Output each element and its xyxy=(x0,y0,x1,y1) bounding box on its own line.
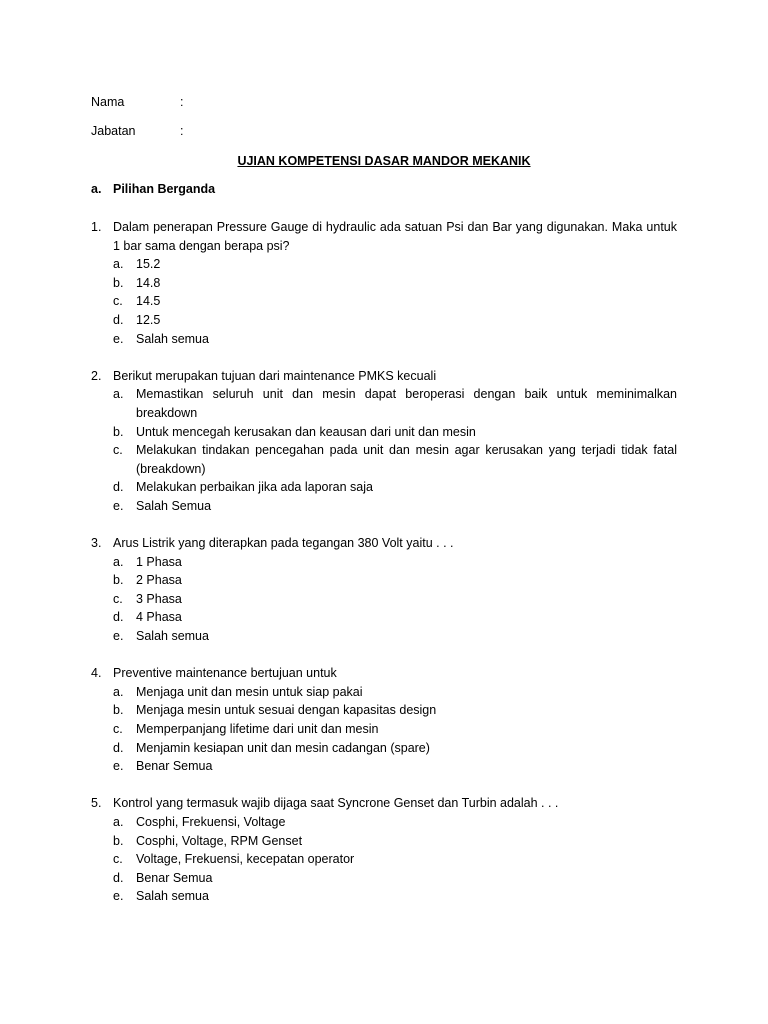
option-letter: a. xyxy=(113,684,124,699)
section-label: Pilihan Berganda xyxy=(113,182,216,196)
option-item xyxy=(113,701,677,720)
option-list xyxy=(91,385,677,515)
option-letter: b. xyxy=(113,573,124,588)
question-1 xyxy=(91,218,677,348)
name-colon: : xyxy=(180,95,184,109)
option-text: Cosphi, Frekuensi, Voltage xyxy=(136,815,286,829)
option-text: Voltage, Frekuensi, kecepatan operator xyxy=(136,852,355,867)
question-3 xyxy=(91,534,677,646)
option-list xyxy=(91,683,677,776)
option-letter: e. xyxy=(113,889,124,904)
option-letter: b. xyxy=(113,275,124,290)
option-text: 15.2 xyxy=(136,257,161,272)
option-item xyxy=(113,441,677,478)
name-label: Nama xyxy=(91,95,125,109)
option-text: 14.8 xyxy=(136,275,161,290)
question-text: Arus Listrik yang diterapkan pada tegangan 380 Volt yaitu . . . xyxy=(113,536,454,551)
option-item xyxy=(113,553,677,572)
option-letter: c. xyxy=(113,722,123,737)
option-item xyxy=(113,423,677,442)
option-text: Melakukan perbaikan jika ada laporan saja xyxy=(136,480,373,495)
question-number: 4. xyxy=(91,666,102,681)
option-item xyxy=(113,887,677,906)
position-colon: : xyxy=(180,124,184,138)
option-text: 12.5 xyxy=(136,312,161,327)
option-text: Salah semua xyxy=(136,331,209,346)
option-item xyxy=(113,608,677,627)
option-letter: a. xyxy=(113,554,124,569)
option-text: Melakukan tindakan pencegahan pada unit dan mesin agar kerusakan yang terjadi tidak fatal (breakdown) xyxy=(136,443,677,476)
option-item xyxy=(113,627,677,646)
option-letter: e. xyxy=(113,629,124,644)
option-item xyxy=(113,683,677,702)
option-text: Menjaga unit dan mesin untuk siap pakai xyxy=(136,684,363,699)
option-text: 14.5 xyxy=(136,294,161,309)
option-letter: e. xyxy=(113,331,124,346)
option-text: Memastikan seluruh unit dan mesin dapat beroperasi dengan baik untuk meminimalkan breakdown xyxy=(136,387,677,420)
option-item xyxy=(113,497,677,516)
option-text: Benar Semua xyxy=(136,870,213,885)
option-letter: b. xyxy=(113,703,124,718)
option-text: Menjaga mesin untuk sesuai dengan kapasitas design xyxy=(136,703,437,718)
option-text: Cosphi, Voltage, RPM Genset xyxy=(136,833,303,848)
question-number: 2. xyxy=(91,368,102,383)
position-label: Jabatan xyxy=(91,124,136,138)
question-number: 1. xyxy=(91,220,102,234)
question-5 xyxy=(91,794,677,906)
option-letter: d. xyxy=(113,480,124,495)
option-text: Salah semua xyxy=(136,629,209,644)
question-text: Kontrol yang termasuk wajib dijaga saat Syncrone Genset dan Turbin adalah . . . xyxy=(113,796,559,811)
question-number: 5. xyxy=(91,796,102,811)
option-text: 4 Phasa xyxy=(136,610,182,625)
option-list xyxy=(91,813,677,906)
option-text: Untuk mencegah kerusakan dan keausan dari unit dan mesin xyxy=(136,424,476,439)
option-text: Benar Semua xyxy=(136,759,213,774)
option-letter: b. xyxy=(113,424,124,439)
option-item xyxy=(113,757,677,776)
question-4 xyxy=(91,664,677,776)
option-item xyxy=(113,571,677,590)
option-item xyxy=(113,869,677,888)
option-item xyxy=(113,832,677,851)
option-letter: a. xyxy=(113,815,124,829)
option-letter: b. xyxy=(113,833,124,848)
option-letter: c. xyxy=(113,591,123,606)
option-text: Memperpanjang lifetime dari unit dan mesin xyxy=(136,722,379,737)
option-item xyxy=(113,255,677,274)
option-item xyxy=(113,739,677,758)
question-text: Dalam penerapan Pressure Gauge di hydraulic ada satuan Psi dan Bar yang digunakan. Maka untuk 1 bar sama dengan berapa psi? xyxy=(113,220,677,253)
option-item xyxy=(113,330,677,349)
option-letter: d. xyxy=(113,740,124,755)
option-text: 2 Phasa xyxy=(136,573,182,588)
exam-title: UJIAN KOMPETENSI DASAR MANDOR MEKANIK xyxy=(237,154,531,168)
option-item xyxy=(113,385,677,422)
option-text: 3 Phasa xyxy=(136,591,182,606)
question-list xyxy=(91,218,677,925)
option-text: Menjamin kesiapan unit dan mesin cadangan (spare) xyxy=(136,740,430,755)
option-letter: e. xyxy=(113,498,124,513)
question-number: 3. xyxy=(91,536,102,551)
question-text: Berikut merupakan tujuan dari maintenance PMKS kecuali xyxy=(113,368,437,383)
option-letter: d. xyxy=(113,870,124,885)
option-item xyxy=(113,292,677,311)
option-letter: e. xyxy=(113,759,124,774)
option-letter: c. xyxy=(113,294,123,309)
option-text: Salah semua xyxy=(136,889,209,904)
option-item xyxy=(113,813,677,832)
option-letter: a. xyxy=(113,257,124,272)
option-letter: d. xyxy=(113,312,124,327)
option-item xyxy=(113,720,677,739)
option-item xyxy=(113,274,677,293)
option-list xyxy=(91,255,677,348)
option-list xyxy=(91,553,677,646)
option-item xyxy=(113,850,677,869)
option-item xyxy=(113,311,677,330)
option-letter: a. xyxy=(113,387,124,402)
option-text: Salah Semua xyxy=(136,498,212,513)
question-text: Preventive maintenance bertujuan untuk xyxy=(113,666,337,681)
question-2 xyxy=(91,367,677,516)
option-letter: c. xyxy=(113,852,123,867)
option-item xyxy=(113,478,677,497)
option-text: 1 Phasa xyxy=(136,554,182,569)
option-item xyxy=(113,590,677,609)
section-letter: a. xyxy=(91,182,102,196)
option-letter: c. xyxy=(113,443,123,458)
option-letter: d. xyxy=(113,610,124,625)
